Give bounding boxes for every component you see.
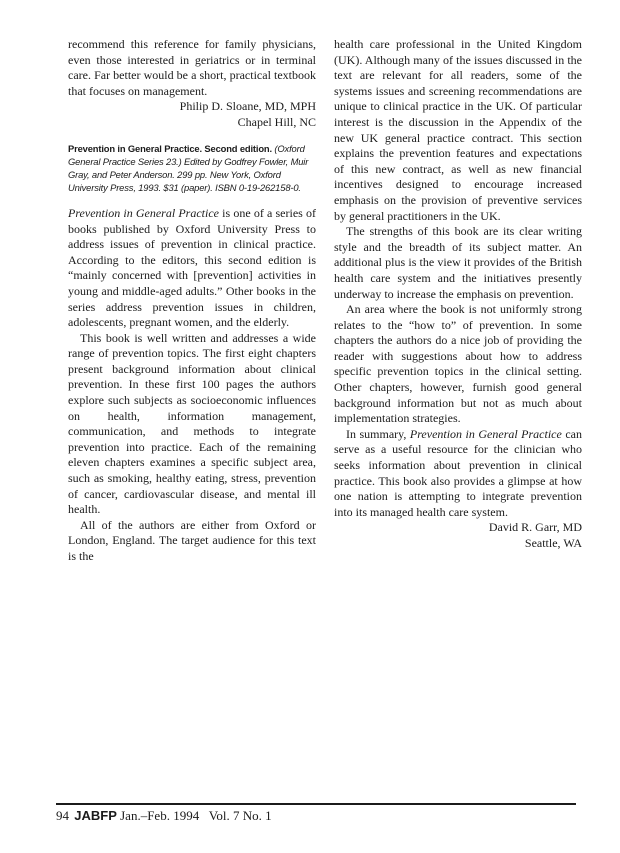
reviewer-location: Seattle, WA <box>524 536 582 550</box>
paragraph-text: is one of a series of books published by Oxford University Press to address issues of prevention in clinical practice. According to the editors, this second edition is “mainly concerned with [prevention] activities in young and middle-aged adults.” Other books in the series address prevention issues in children, adolescents, pregnant women, and the elderly. <box>68 205 316 330</box>
carryover-paragraph: health care professional in the United Kingdom (UK). Although many of the issues discussed in the text are relevant for all readers, some of the systems issues and screening recommendations are unique to clinical practice in the UK. Of particular interest is the discussion in the Appendix of the new UK general practice contract. This section explains the prevention features and expectations of this new contract, as well as new financial incentives designed to encourage increased emphasis on the provision of preventive services by general practitioners in the UK. <box>334 37 582 223</box>
book-title: Prevention in General Practice <box>409 426 562 441</box>
journal-name: JABFP <box>74 808 117 823</box>
paragraph-text: can serve as a useful resource for the clinician who seeks information about prevention in clinical practice. This book also provides a glimpse at how one nation is attempting to integrate prevention into its managed health care system. <box>334 426 582 519</box>
review-citation: (Oxford General Practice Series 23.) Edited by Godfrey Fowler, Muir Gray, and Peter Anderson. 299 pp. New York, Oxford University Press, 1993. $31 (paper). ISBN 0-19-262158-0. <box>68 142 309 193</box>
page-number: 94 <box>56 808 69 823</box>
body-paragraph: An area where the book is not uniformly strong relates to the “how to” of prevention. In some chapters the authors do a nice job of providing the reader with suggestions about how to address specific prevention topics in the clinical setting. Other chapters, however, furnish good general background information but not as much about implementation strategies. <box>334 302 582 426</box>
footer-rule <box>56 803 576 805</box>
reviewer-location: Chapel Hill, NC <box>237 114 316 129</box>
body-paragraph: This book is well written and addresses a wide range of prevention topics. The first eight chapters present background information about clinical prevention. In these first 100 pages the authors explore such subjects as socioeconomic influences on health, information management, communication, and methods to integrate prevention into practice. Each of the remaining eleven chapters examines a specific subject area, such as smoking, healthy eating, stress, prevention of cancer, cardiovascular disease, and mental ill health. <box>68 330 316 517</box>
carryover-paragraph: recommend this reference for family physicians, even those interested in geriatrics or in terminal care. Far better would be a short, practical textbook that focuses on management. <box>68 37 316 98</box>
body-paragraph <box>68 206 316 331</box>
reviewer-signature <box>68 99 316 130</box>
review-heading <box>68 142 316 194</box>
reviewer-signature <box>334 520 582 551</box>
review-title: Prevention in General Practice. Second edition. <box>68 142 272 154</box>
left-column <box>68 37 316 565</box>
book-title: Prevention in General Practice <box>68 205 220 220</box>
reviewer-name: David R. Garr, MD <box>488 520 582 535</box>
issue-info: Jan.–Feb. 1994 Vol. 7 No. 1 <box>120 808 272 823</box>
body-paragraph: The strengths of this book are its clear writing style and the breadth of its subject matter. An additional plus is the view it provides of the British health care system and the initiatives presently underway to increase the emphasis on prevention. <box>334 224 582 301</box>
right-column <box>334 37 582 552</box>
paragraph-text: In summary, <box>346 426 410 441</box>
body-paragraph: All of the authors are either from Oxford or London, England. The target audience for this text is the <box>68 517 316 563</box>
body-paragraph <box>334 427 582 521</box>
page-footer <box>56 808 272 824</box>
reviewer-name: Philip D. Sloane, MD, MPH <box>179 99 316 114</box>
